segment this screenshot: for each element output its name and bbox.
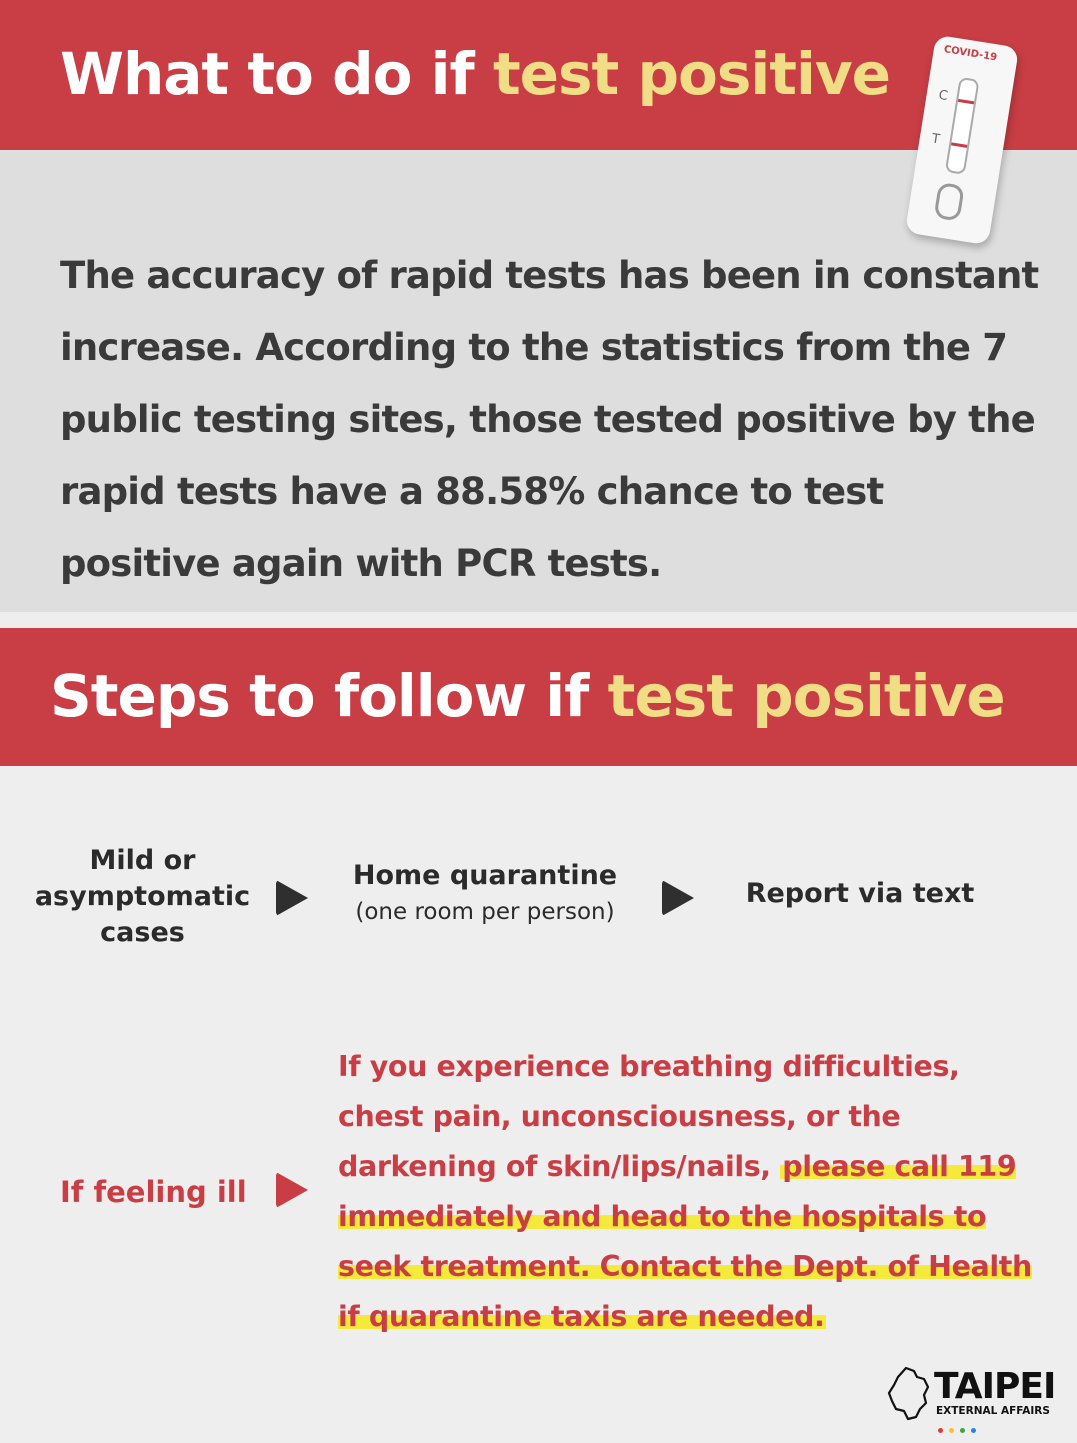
steps-title-main-text: Steps to follow if [50,662,608,730]
kit-test-line [951,142,967,147]
step-home-label: Home quarantine [352,860,618,891]
step-home-quarantine [330,858,640,930]
logo-color-dots [938,1418,982,1437]
arrow-right-icon [276,880,308,916]
kit-control-line [958,99,974,104]
page-title [60,34,890,114]
ill-instructions [338,1042,1038,1342]
kit-control-letter: C [937,87,949,105]
kit-result-window [945,77,980,175]
taipei-map-icon [886,1365,932,1421]
step-home-sublabel: (one room per person) [355,899,615,925]
if-feeling-ill-label: If feeling ill [60,1175,247,1209]
intro-paragraph: The accuracy of rapid tests has been in constant increase. According to the statistics from the 7 public testing sites, those tested positive by the rapid tests have a 88.58% chance to test positive again with PCR tests. [60,254,1039,585]
step-report-text: Report via text [745,878,975,909]
taipei-external-affairs-logo [886,1365,1066,1425]
steps-title-highlight-text: test positive [607,662,1005,730]
kit-sample-well [934,182,965,222]
logo-dot [971,1428,976,1433]
title-main-text: What to do if [60,40,493,108]
ill-instructions-plain: If you experience breathing difficulties, chest pain, unconsciousness, or the darkening of skin/lips/nails, [338,1050,960,1183]
arrow-right-icon [662,880,694,916]
logo-subtitle: EXTERNAL AFFAIRS [936,1405,1050,1417]
kit-label: COVID-19 [943,44,998,64]
steps-title [50,656,1005,736]
step-mild-cases: Mild or asymptomatic cases [34,845,251,948]
logo-name: TAIPEI [934,1366,1056,1407]
title-highlight-text: test positive [492,40,890,108]
ill-instructions-highlight: please call 119 immediately and head to the hospitals to seek treatment. Contact the Dept. of Health if quarantine taxis are needed. [338,1150,1032,1333]
arrow-right-red-icon [276,1172,308,1208]
logo-dot [960,1428,965,1433]
logo-dot [949,1428,954,1433]
logo-dot [938,1428,943,1433]
kit-test-letter: T [930,131,941,148]
